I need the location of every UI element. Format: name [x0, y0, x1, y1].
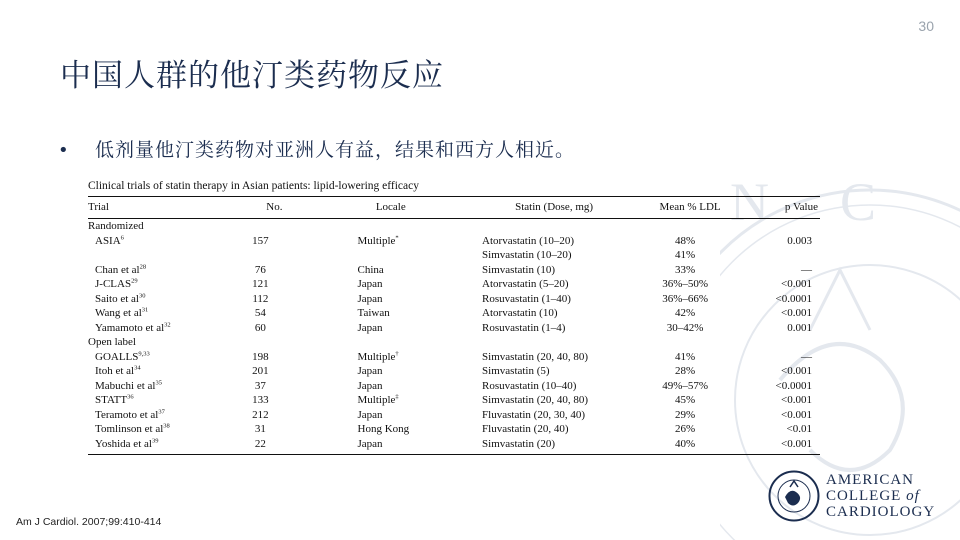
cell-locale [314, 350, 469, 365]
cell-no: 60 [254, 321, 266, 334]
trial-ref: 35 [155, 378, 162, 386]
cell-statin: Simvastatin (10–20) [482, 249, 572, 261]
trial-ref: 28 [139, 262, 147, 270]
cell-p-value: — [801, 263, 812, 276]
cell-locale [314, 263, 469, 278]
cell-mean-ldl: 29% [675, 408, 696, 421]
cell-p-value [740, 248, 820, 263]
trial-name: Chan et al [95, 263, 140, 276]
trial-ref: 6 [120, 233, 124, 241]
cell-trial [88, 408, 235, 423]
table-row [88, 350, 820, 365]
cell-no: 54 [254, 307, 266, 319]
cell-trial [88, 306, 235, 321]
trial-name: Yamamoto et al [95, 321, 165, 334]
cell-statin: Rosuvastatin (1–40) [482, 292, 571, 305]
table-row [88, 292, 820, 307]
cell-locale [314, 234, 469, 249]
cell-p-value: <0.0001 [775, 379, 812, 392]
acc-seal-icon [768, 470, 820, 522]
cell-statin: Simvastatin (10) [482, 263, 556, 276]
cell-p-value: <0.01 [786, 423, 812, 435]
bullet-point [58, 135, 575, 162]
cell-trial [88, 248, 235, 263]
cell-p-value: 0.001 [787, 321, 812, 334]
table-row [88, 408, 820, 423]
table-section-row [88, 335, 820, 350]
trial-name: Wang et al [95, 307, 142, 319]
cell-p-value: <0.001 [740, 437, 820, 455]
slide-number: 30 [918, 18, 934, 34]
locale-text: Multiple [357, 234, 396, 247]
cell-mean-ldl: 36%–66% [662, 292, 709, 305]
cell-p-value: <0.001 [781, 365, 812, 377]
table-row [88, 379, 820, 394]
cell-locale [314, 248, 469, 263]
locale-text: Japan [357, 278, 383, 290]
cell-statin: Simvastatin (20) [468, 437, 640, 455]
cell-statin: Rosuvastatin (1–4) [482, 321, 566, 334]
cell-trial [88, 350, 235, 365]
table-row [88, 248, 820, 263]
cell-mean-ldl: 41% [675, 350, 696, 363]
trial-ref: 9,33 [138, 349, 150, 357]
cell-mean-ldl: 49%–57% [662, 379, 709, 392]
cell-trial [88, 263, 235, 278]
cell-statin: Simvastatin (5) [482, 365, 550, 377]
cell-statin: Atorvastatin (10–20) [482, 234, 574, 247]
cell-p-value: <0.001 [781, 394, 812, 406]
cell-mean-ldl: 40% [640, 437, 740, 455]
trial-ref: 39 [151, 436, 159, 444]
header-trial: Trial [88, 197, 235, 219]
cell-mean-ldl: 28% [675, 365, 696, 377]
locale-text: Japan [357, 379, 383, 392]
svg-text:N: N [730, 172, 769, 232]
cell-trial [88, 277, 235, 292]
logo-line-2: COLLEGE of [826, 488, 920, 504]
header-locale: Locale [314, 197, 469, 219]
table-caption: Clinical trials of statin therapy in Asian patients: lipid-lowering efficacy [88, 180, 419, 192]
trial-ref: 29 [131, 277, 138, 285]
table-row [88, 321, 820, 336]
section-label: Open label [88, 336, 136, 348]
locale-text: Hong Kong [357, 423, 410, 435]
trial-name: Yoshida et al [95, 437, 152, 450]
slide-title: 中国人群的他汀类药物反应 [60, 58, 444, 94]
table-row [88, 422, 820, 437]
cell-locale [314, 379, 469, 394]
table-row [88, 306, 820, 321]
cell-no: 198 [252, 350, 269, 363]
trial-name: Mabuchi et al [95, 379, 156, 392]
cell-statin: Simvastatin (20, 40, 80) [482, 350, 589, 363]
cell-no [235, 248, 313, 263]
cell-trial [88, 321, 235, 336]
trial-ref: 31 [141, 306, 149, 314]
acc-logo [768, 470, 935, 522]
cell-statin: Fluvastatin (20, 40) [482, 423, 569, 435]
trials-table [88, 196, 820, 455]
cell-statin: Atorvastatin (5–20) [482, 278, 569, 290]
cell-locale [314, 408, 469, 423]
table-body [88, 219, 820, 455]
locale-text: Japan [357, 437, 383, 450]
cell-trial [88, 393, 235, 408]
header-statin: Statin (Dose, mg) [468, 197, 640, 219]
cell-mean-ldl: 33% [675, 263, 696, 276]
cell-mean-ldl: 42% [675, 307, 696, 319]
header-p-value: p Value [740, 197, 820, 219]
table-row [88, 234, 820, 249]
cell-no: 31 [254, 423, 266, 435]
cell-locale [314, 437, 469, 455]
locale-text: Taiwan [357, 307, 390, 319]
svg-text:C: C [840, 172, 877, 232]
table-header-row [88, 197, 820, 219]
locale-text: Japan [357, 292, 383, 305]
cell-locale [314, 306, 469, 321]
trial-name: STATT [95, 394, 128, 406]
cell-mean-ldl: 26% [675, 423, 696, 435]
locale-footnote-mark: ‡ [395, 393, 399, 401]
locale-text: Japan [357, 321, 383, 334]
cell-mean-ldl: 45% [675, 394, 696, 406]
cell-trial [88, 379, 235, 394]
cell-no: 22 [235, 437, 313, 455]
trial-ref: 34 [134, 364, 141, 372]
cell-mean-ldl: 30–42% [666, 321, 704, 334]
table-row [88, 263, 820, 278]
cell-no: 212 [252, 408, 269, 421]
locale-text: Multiple [357, 350, 396, 363]
trial-name: Saito et al [95, 292, 139, 305]
acc-logo-text [826, 472, 935, 520]
cell-statin: Simvastatin (20, 40, 80) [482, 394, 589, 406]
cell-trial [88, 292, 235, 307]
trial-name: Teramoto et al [95, 408, 159, 421]
cell-mean-ldl: 36%–50% [662, 278, 709, 290]
cell-p-value: — [801, 350, 812, 363]
trial-ref: 36 [127, 393, 134, 401]
cell-p-value: <0.001 [781, 307, 812, 319]
cell-locale [314, 364, 469, 379]
trial-name: J-CLAS [95, 278, 132, 290]
cell-trial [88, 364, 235, 379]
cell-trial [88, 234, 235, 249]
locale-footnote-mark: † [395, 349, 399, 357]
cell-no: 76 [254, 263, 266, 276]
logo-line-3: CARDIOLOGY [826, 504, 936, 520]
cell-p-value: <0.0001 [775, 292, 812, 305]
cell-locale [314, 422, 469, 437]
trial-name: GOALLS [95, 350, 139, 363]
table-row [88, 364, 820, 379]
section-label: Randomized [88, 220, 144, 232]
locale-text: Japan [357, 408, 383, 421]
locale-text: China [357, 263, 384, 276]
trial-ref: 37 [158, 407, 165, 415]
cell-p-value: <0.001 [781, 408, 812, 421]
cell-trial [88, 437, 235, 455]
cell-locale [314, 321, 469, 336]
cell-no: 37 [254, 379, 266, 392]
cell-p-value: 0.003 [787, 234, 812, 247]
cell-mean-ldl: 48% [675, 234, 696, 247]
cell-no: 121 [252, 278, 269, 290]
table-row [88, 277, 820, 292]
trial-ref: 38 [163, 422, 170, 430]
table-row [88, 437, 820, 455]
bullet-dot-icon: • [58, 140, 69, 161]
header-mean-ldl: Mean % LDL [640, 197, 740, 219]
cell-locale [314, 277, 469, 292]
trial-name: Itoh et al [95, 365, 135, 377]
cell-locale [314, 393, 469, 408]
cell-statin: Rosuvastatin (10–40) [482, 379, 577, 392]
cell-p-value: <0.001 [781, 278, 812, 290]
cell-no: 133 [252, 394, 269, 406]
cell-locale [314, 292, 469, 307]
trial-name: ASIA [95, 234, 121, 247]
header-no: No. [235, 197, 313, 219]
locale-footnote-mark: * [395, 233, 399, 241]
cell-no: 201 [252, 365, 269, 377]
statin-trials-table [88, 180, 820, 455]
cell-no: 157 [252, 234, 269, 247]
logo-line-1: AMERICAN [826, 472, 915, 488]
cell-statin: Fluvastatin (20, 30, 40) [482, 408, 586, 421]
table-section-row [88, 219, 820, 234]
table-row [88, 393, 820, 408]
trial-name [88, 249, 95, 261]
trial-ref: 30 [139, 291, 146, 299]
cell-trial [88, 422, 235, 437]
cell-mean-ldl: 41% [675, 249, 696, 261]
citation: Am J Cardiol. 2007;99:410-414 [16, 516, 162, 528]
locale-text: Japan [357, 365, 383, 377]
bullet-text: 低剂量他汀类药物对亚洲人有益，结果和西方人相近。 [95, 139, 576, 161]
cell-no: 112 [252, 292, 269, 305]
cell-statin: Atorvastatin (10) [482, 307, 558, 319]
trial-name: Tomlinson et al [95, 423, 164, 435]
locale-text: Multiple [357, 394, 396, 406]
trial-ref: 32 [164, 320, 171, 328]
